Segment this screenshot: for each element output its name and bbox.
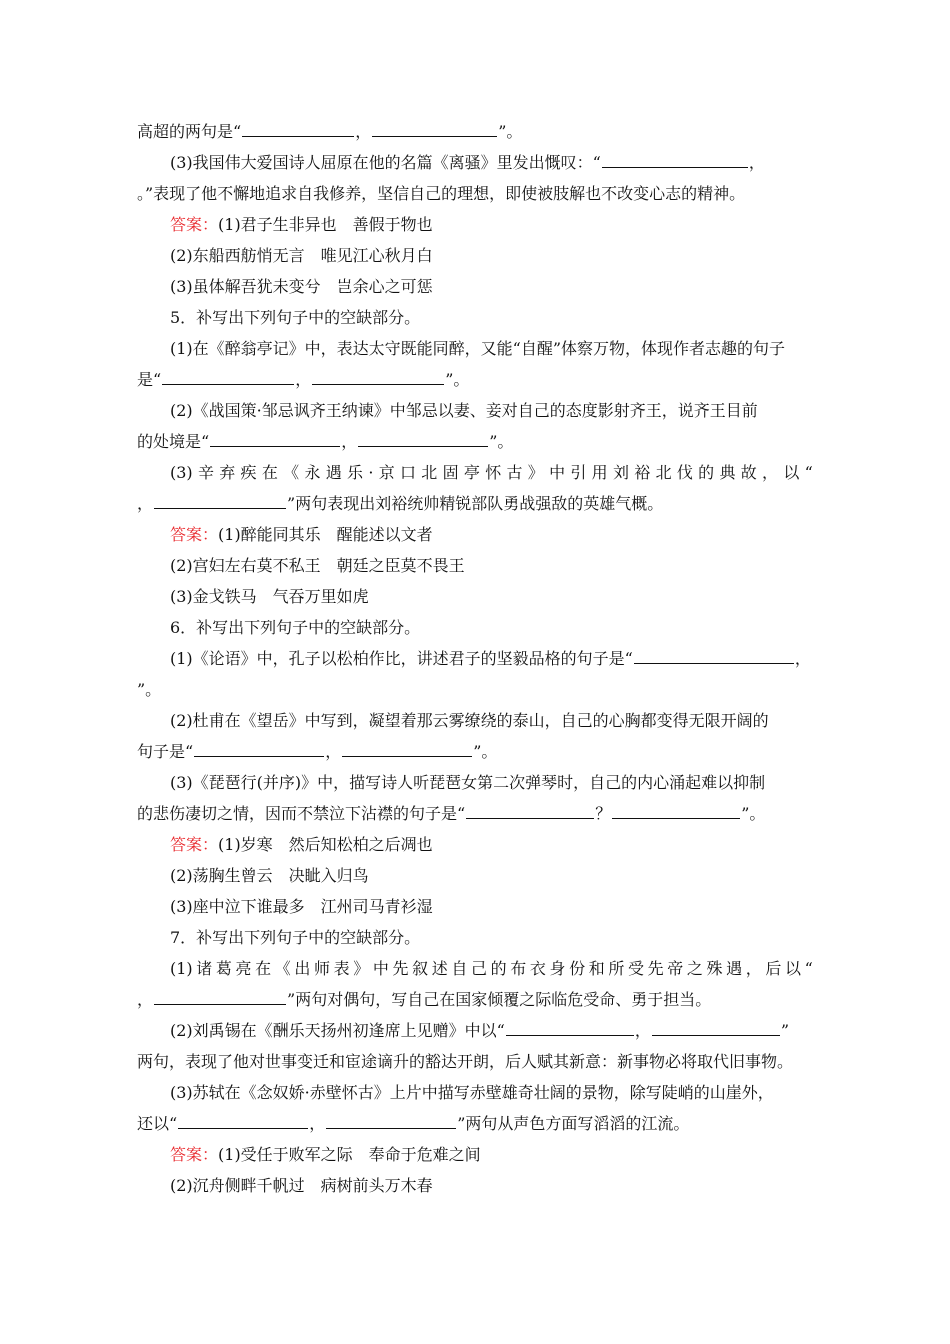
text: ”两句对偶句，写自己在国家倾覆之际临危受命、勇于担当。 [287,990,712,1009]
fill-blank[interactable] [602,153,748,168]
text: ”两句表现出刘裕统帅精锐部队勇战强敌的英雄气概。 [287,494,664,513]
char: 师 [314,959,331,978]
justified-line [170,463,813,483]
fill-blank[interactable] [162,370,294,385]
answer-label: 答案： [170,835,219,854]
char: 述 [431,959,448,978]
text: ”。 [445,370,470,389]
char: 以 [783,463,800,482]
char: 的 [698,463,715,482]
char: 殊 [706,959,723,978]
fill-blank[interactable] [506,1021,634,1036]
text-line: (1)在《醉翁亭记》中，表达太守既能同醉，又能“自醒”体察万物，体现作者志趣的句子 [170,339,786,358]
answer-text: (2)沉舟侧畔千帆过 病树前头万木春 [170,1176,433,1195]
answer-text: (2)宫妇左右莫不私王 朝廷之臣莫不畏王 [170,556,465,575]
char: 典 [719,463,736,482]
text: ， [295,370,312,389]
text: 的悲伤凄切之情，因而不禁泣下沾襟的句子是“ [137,804,466,823]
text-line [137,1114,813,1134]
answer-text: (1)醉能同其乐 醒能述以文者 [218,525,433,544]
text-line [170,649,813,669]
char: “ [804,463,813,482]
text: ， [341,432,358,451]
char: 》 [353,959,370,978]
text-line [137,432,813,452]
fill-blank[interactable] [612,804,740,819]
answer-line [170,215,813,235]
char: 己 [471,959,488,978]
char: 叙 [412,959,429,978]
text-line [170,1021,813,1041]
answer-text: (1)君子生非异也 善假于物也 [218,215,433,234]
char: (1) [170,959,193,978]
char: 亮 [235,959,252,978]
char: 在 [255,959,272,978]
answer-line [170,525,813,545]
justified-line [170,959,813,979]
text: ”。 [741,804,766,823]
char: 表 [333,959,350,978]
text: ”。 [498,122,523,141]
text: 句子是“ [137,742,194,761]
fill-blank[interactable] [342,742,472,757]
text: ”。 [473,742,498,761]
text: ， [309,1114,326,1133]
char: 裕 [634,463,651,482]
text: (3)我国伟大爱国诗人屈原在他的名篇《离骚》里发出慨叹：“ [170,153,601,172]
text: (1)《论语》中，孔子以松柏作比，讲述君子的坚毅品格的句子是“ [170,649,633,668]
char: ， [762,463,779,482]
char: 出 [294,959,311,978]
char: 受 [628,959,645,978]
char: 故 [740,463,757,482]
char: 诸 [196,959,213,978]
text-line: ”。 [137,680,162,699]
answer-line [170,1145,813,1165]
text-line [137,494,813,514]
char: 在 [261,463,278,482]
char: 乐 [347,463,364,482]
char: 布 [510,959,527,978]
answer-text: (2)荡胸生曾云 决眦入归鸟 [170,866,369,885]
char: 用 [591,463,608,482]
char: 《 [283,463,300,482]
fill-blank[interactable] [326,1114,456,1129]
char: 先 [392,959,409,978]
char: 固 [442,463,459,482]
question-heading: 7．补写出下列句子中的空缺部分。 [170,928,421,947]
char: 葛 [215,959,232,978]
text-line: (3)苏轼在《念奴娇·赤壁怀古》上片中描写赤壁雄奇壮阔的景物，除写陡峭的山崖外， [170,1083,774,1102]
answer-label: 答案： [170,525,219,544]
answer-label: 答案： [170,1145,219,1164]
text-line: 两句，表现了他对世事变迁和宦途谪升的豁达开朗，后人赋其新意：新事物必将取代旧事物。 [137,1052,794,1071]
text-line: (2)杜甫在《望岳》中写到，凝望着那云雾缭绕的泰山，自己的心胸都变得无限开阔的 [170,711,769,730]
text: ， [137,494,154,513]
answer-text: (3)金戈铁马 气吞万里如虎 [170,587,369,606]
question-heading: 5．补写出下列句子中的空缺部分。 [170,308,421,327]
fill-blank[interactable] [466,804,594,819]
char: 弃 [219,463,236,482]
text: 高超的两句是“ [137,122,242,141]
char: 京 [378,463,395,482]
char: 北 [421,463,438,482]
text-line: (3)《琵琶行(并序)》中，描写诗人听琵琶女第二次弹琴时，自己的内心涌起难以抑制 [170,773,766,792]
char: ， [745,959,762,978]
char: 先 [647,959,664,978]
char: 疾 [240,463,257,482]
char: 帝 [667,959,684,978]
char: 和 [588,959,605,978]
char: 北 [655,463,672,482]
text-line [137,804,813,824]
text: 的处境是“ [137,432,210,451]
char: 份 [569,959,586,978]
answer-text: (1)岁寒 然后知松柏之后凋也 [218,835,433,854]
char: 中 [372,959,389,978]
char: 身 [549,959,566,978]
char: (3) [170,463,193,482]
text: ” [780,1021,790,1040]
char: 以 [785,959,802,978]
fill-blank[interactable] [154,494,286,509]
fill-blank[interactable] [178,1114,308,1129]
char: 》 [527,463,544,482]
text: ？ [595,804,612,823]
char: 所 [608,959,625,978]
fill-blank[interactable] [242,122,354,137]
text-line [137,122,813,142]
question-heading: 6．补写出下列句子中的空缺部分。 [170,618,421,637]
text: ， [355,122,372,141]
text-line [170,153,813,173]
text: ”两句从声色方面写滔滔的江流。 [457,1114,690,1133]
text: ， [325,742,342,761]
char: 遇 [726,959,743,978]
char: 的 [490,959,507,978]
answer-text: (3)座中泣下谁最多 江州司马青衫湿 [170,897,433,916]
answer-text: (3)虽体解吾犹未变兮 岂余心之可惩 [170,277,433,296]
text: 是“ [137,370,162,389]
text: ， [794,649,811,668]
char: 刘 [612,463,629,482]
fill-blank[interactable] [358,432,488,447]
answer-text: (2)东船西舫悄无言 唯见江心秋月白 [170,246,433,265]
fill-blank[interactable] [154,990,286,1005]
fill-blank[interactable] [210,432,340,447]
char: 中 [549,463,566,482]
fill-blank[interactable] [194,742,324,757]
char: 遇 [325,463,342,482]
text: ， [748,153,765,172]
char: 怀 [485,463,502,482]
text: (2)刘禹锡在《酬乐天扬州初逢席上见赠》中以“ [170,1021,505,1040]
fill-blank[interactable] [634,649,794,664]
text-line: (2)《战国策·邹忌讽齐王纳谏》中邹忌以妻、妾对自己的态度影射齐王，说齐王目前 [170,401,758,420]
text: ， [137,990,154,1009]
answer-text: (1)受任于败军之际 奉命于危难之间 [218,1145,481,1164]
char: 永 [304,463,321,482]
char: 亭 [463,463,480,482]
text: 还以“ [137,1114,178,1133]
char: 后 [765,959,782,978]
char: “ [804,959,813,978]
char: 自 [451,959,468,978]
answer-label: 答案： [170,215,219,234]
char: 之 [686,959,703,978]
answer-line [170,835,813,855]
text: ”。 [489,432,514,451]
fill-blank[interactable] [372,122,497,137]
char: 古 [506,463,523,482]
fill-blank[interactable] [312,370,444,385]
char: 口 [400,463,417,482]
text-line [137,990,813,1010]
text-line [137,742,813,762]
char: 《 [274,959,291,978]
char: 伐 [676,463,693,482]
char: 辛 [197,463,214,482]
char: 引 [570,463,587,482]
char: · [368,463,374,482]
text-line [137,370,813,390]
fill-blank[interactable] [652,1021,780,1036]
char: 衣 [529,959,546,978]
text-line: 。”表现了他不懈地追求自我修养，坚信自己的理想，即使被肢解也不改变心志的精神。 [137,184,746,203]
text: ， [634,1021,651,1040]
